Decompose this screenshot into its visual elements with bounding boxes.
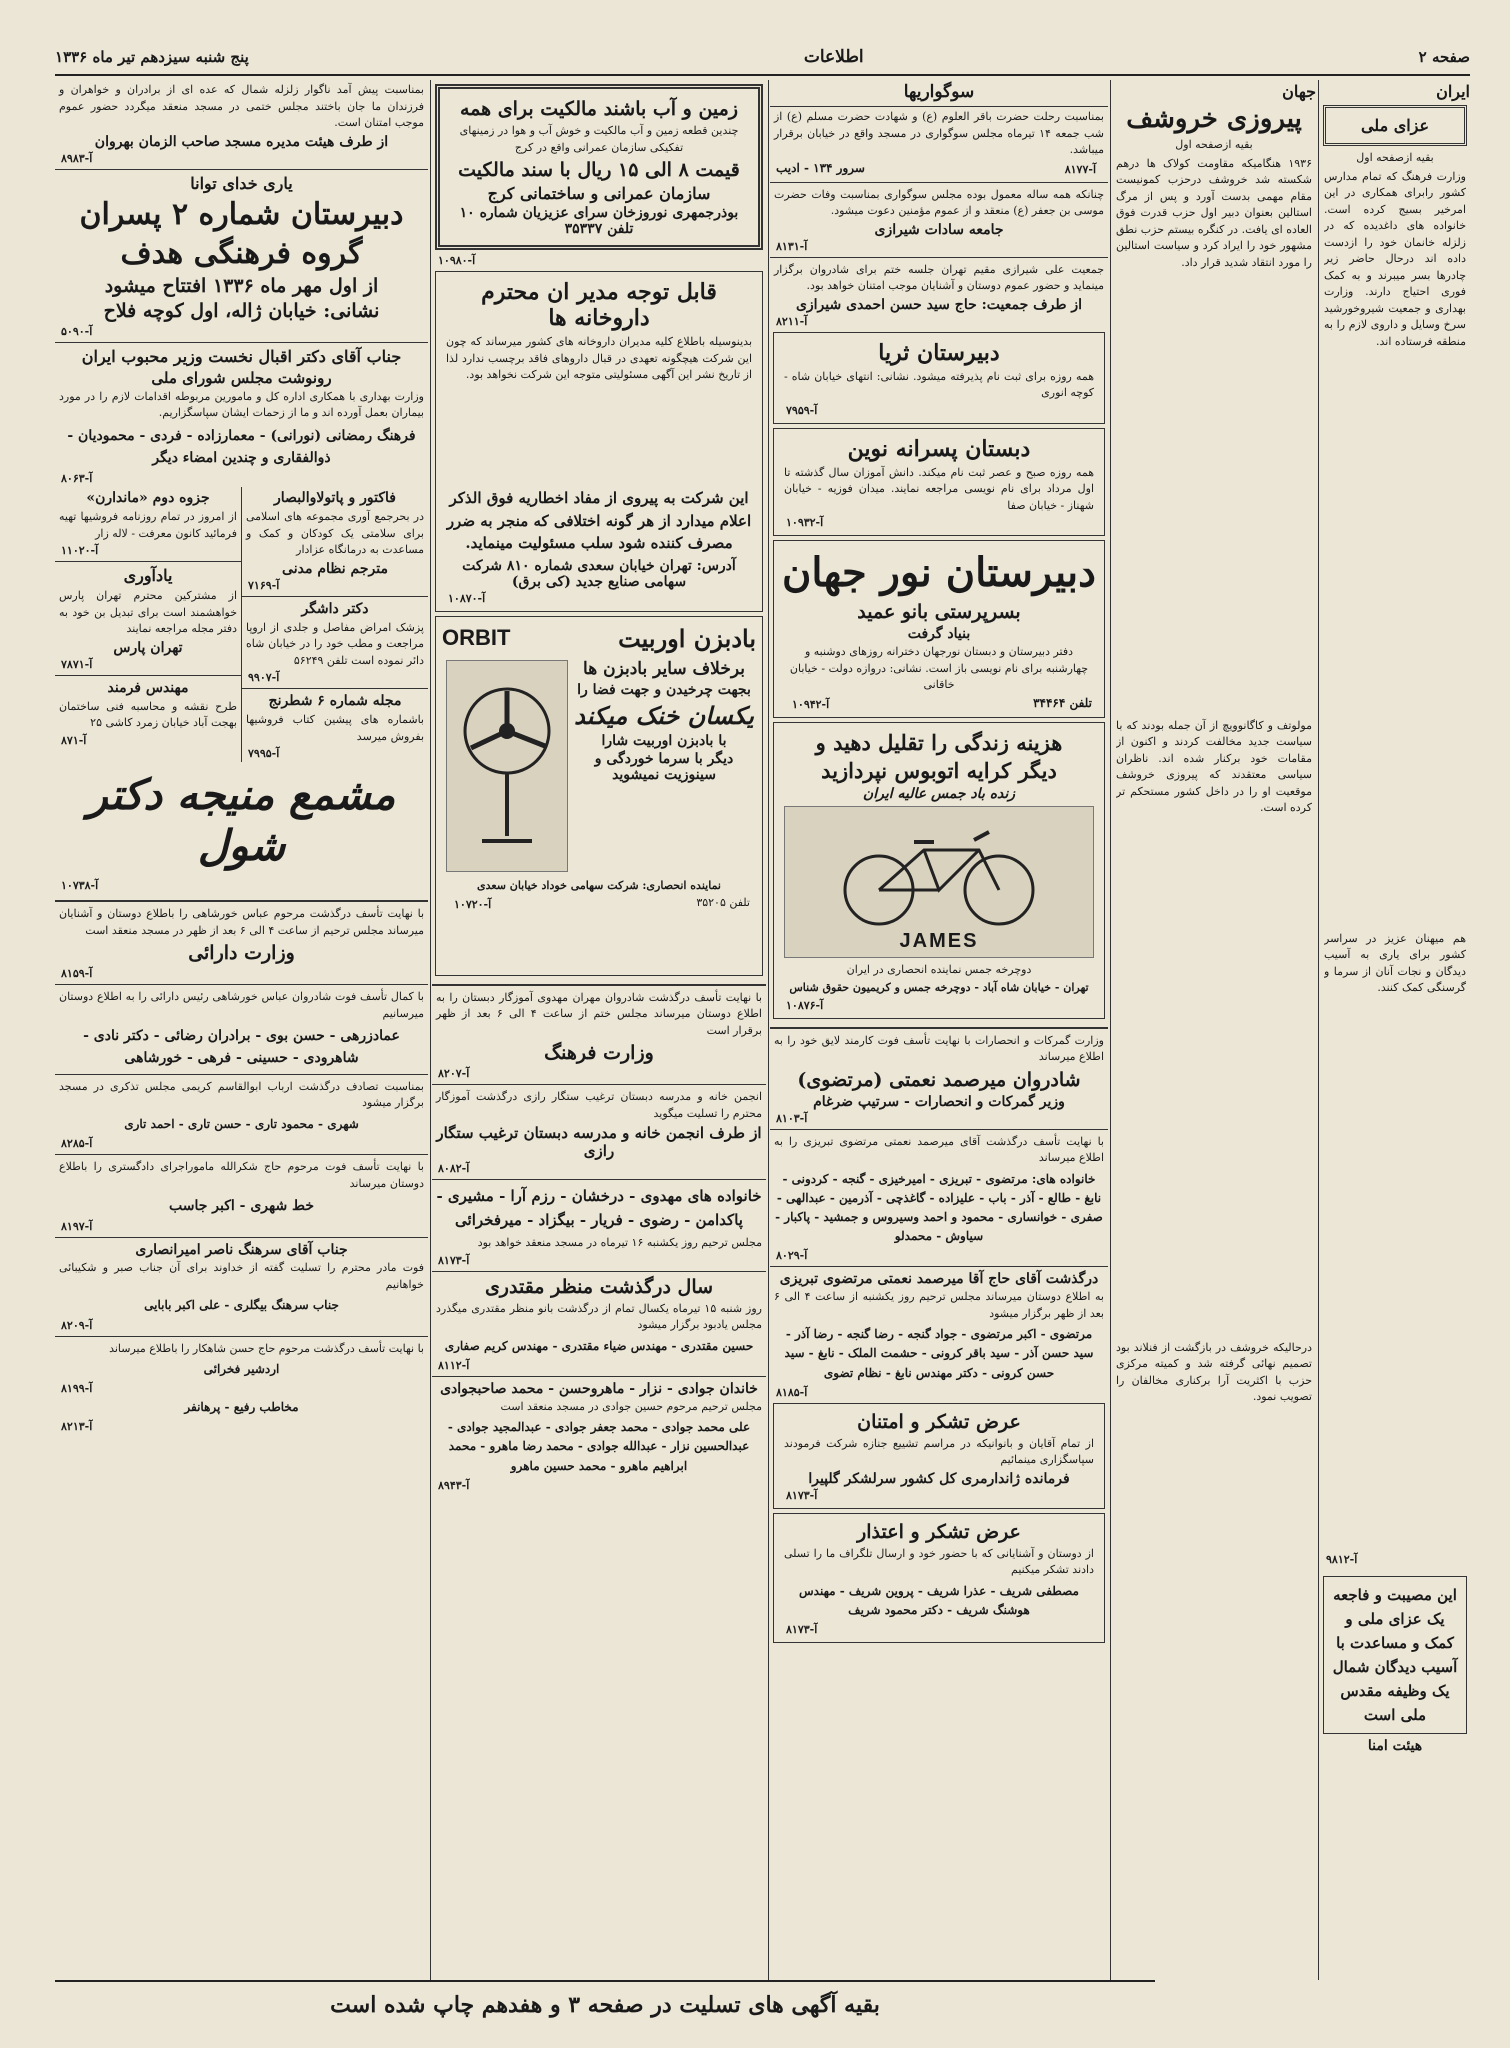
pm-thanks-sub: رونوشت مجلس شورای ملی — [151, 368, 332, 387]
divider — [55, 169, 428, 170]
yadavari-body: از مشترکین محترم تهران پارس خواهشمند است برای تبدیل بن خود به دفتر مجله مراجعه نمایند — [59, 589, 237, 636]
small-ads-left — [55, 487, 241, 762]
mahdavi-obit-ref: آ-۸۲۰۷ — [438, 1067, 470, 1080]
orbit-line-1: برخلاف سایر بادبزن ها — [583, 658, 745, 679]
world-paragraph-3: درحالیکه خروشف در بازگشت از فنلاند بود تصمیم نهائی گرفته شد و کمیته مرکزی حزب با اکثریت آرا برکناری مخالفان را تصویب نمود. — [1116, 1340, 1312, 1403]
mourning-notice-1-footer — [776, 161, 1102, 178]
noorjahan-body: دفتر دبیرستان و دبستان نورجهان دخترانه روزهای دوشنبه و چهارشنبه برای نام نویسی باز است. نشانی: دروازه دولت - خیابان خاقانی — [789, 645, 1089, 691]
school-assoc-sign: از طرف انجمن خانه و مدرسه دبستان ترغیب ستگار رازی — [436, 1124, 762, 1160]
divider — [55, 1237, 428, 1238]
tabrizi-families: خانواده های: مرتضوی - تبریزی - امیرخیزی - گنجه - کردونی - نابغ - طالع - آذر - باب - علیزاده - گاغذچی - آذرمین - عبدالهی - صفری - خوانساری - محمود و احمد وسیروس و جمشید - پاکبار - سیاوش - محمدلو — [775, 1171, 1103, 1244]
school-2-group: گروه فرهنگی هدف — [120, 235, 363, 271]
james-headline-1: هزینه زندگی را تقلیل دهید و — [815, 729, 1063, 755]
school-2-title: دبیرستان شماره ۲ پسران — [79, 196, 404, 232]
mourning-box-title: عزای ملی — [1360, 116, 1430, 135]
thanks-notice-1 — [773, 1403, 1105, 1509]
mourning-notice-1: بمناسبت رحلت حضرت باقر العلوم (ع) و شهادت حضرت مسلم (ع) از شب جمعه ۱۴ تیرماه مجلس سوگواری در مسجد واقع در خیابان برقرار میباشد. — [774, 110, 1105, 156]
thanks-1-text: از تمام آقایان و بانوانیکه در مراسم تشییع جنازه شرکت فرمودند سپاسگزاری مینمائیم — [784, 1436, 1094, 1467]
anniversary-names: حسین مقتدری - مهندس ضیاء مقتدری - مهندس کریم صفاری — [444, 1338, 754, 1353]
noorjahan-footer — [786, 696, 1092, 713]
iran-paragraph-2: هم میهنان عزیز در سراسر کشور برای یاری به آسیب دیدگان و نجات آنان از سرما و گرسنگی کمک کنند. — [1324, 931, 1466, 994]
noorjahan-title: دبیرستان نور جهان — [782, 549, 1096, 596]
doctor-body: پزشک امراض مفاصل و جلدی از اروپا مراجعت و مطب خود را در خیابان شاه دائر نموده است تلفن ۵۶۲۴۹ — [246, 620, 424, 667]
last-obit-names: مخاطب رفیع - پرهانفر — [184, 1400, 299, 1415]
world-continued-note: بقیه ازصفحه اول — [1175, 138, 1253, 151]
divider — [770, 182, 1108, 183]
soraya-body: همه روزه برای ثبت نام پذیرفته میشود. نشانی: انتهای خیابان شاه - کوچه انوری — [784, 369, 1094, 399]
families-text: مجلس ترحیم روز یکشنبه ۱۶ تیرماه در مسجد منعقد خواهد بود — [477, 1236, 762, 1249]
pharmacy-ref: آ-۱۰۸۷۰ — [448, 591, 486, 605]
ansari-ref: آ-۸۲۰۹ — [61, 1318, 93, 1332]
noorjahan-ref: آ-۱۰۹۴۲ — [792, 697, 830, 711]
issue-date: پنج شنبه سیزدهم تیر ماه ۱۳۳۶ — [55, 48, 249, 66]
shahkar-names: اردشیر فخرائی — [203, 1362, 280, 1377]
customs-obit-text: وزارت گمرکات و انحصارات با نهایت تأسف فوت کارمند لایق خود را به اطلاع میرساند — [774, 1033, 1104, 1063]
doctor-title: دکتر داشگر — [301, 600, 369, 617]
center-left-column — [432, 80, 766, 1990]
column-rule — [768, 80, 769, 1980]
soraya-ref: آ-۷۹۵۹ — [786, 403, 818, 417]
mourning-box — [1323, 105, 1467, 146]
fan-illustration — [446, 660, 568, 872]
anniversary-text: روز شنبه ۱۵ تیرماه یکسال تمام از درگذشت بانو منظر مقتدری میگذرد مجلس یادبود برگزار میشود — [436, 1301, 762, 1331]
james-brand: JAMES — [899, 930, 979, 952]
soraya-title: دبیرستان ثریا — [878, 339, 1000, 366]
land-org: سازمان عمرانی و ساختمانی کرج — [487, 184, 711, 203]
families-ref: آ-۸۱۷۳ — [438, 1253, 470, 1267]
pm-thanks-signers: فرهنگ رمضانی (نورانی) - معمارزاده - فردی - محمودیان - ذوالفقاری و چندین امضاء دیگر — [67, 427, 416, 466]
khorshahi-obit-text: با کمال تأسف فوت شادروان عباس خورشاهی رئیس دارائی را به اطلاع دوستان میرسانیم — [59, 990, 424, 1020]
shokrollah-obit-text: با نهایت تأسف فوت مرحوم حاج شکرالله ماموراجرای دادگستری را باطلاع دوستان میرساند — [59, 1160, 424, 1190]
faktor-body: در بحرجمع آوری مجموعه های اسلامی برای سلامتی یک کودکان و کمک و مساعدت به درمانگاه عزادار — [246, 510, 424, 557]
engineer-ref: آ-۸۷۱ — [61, 733, 87, 747]
soraya-school-ad — [773, 332, 1105, 424]
land-body: چندین قطعه زمین و آب مالکیت و خوش آب و هوا در زمینهای تفکیکی سازمان عمرانی واقع در کرج — [459, 124, 739, 154]
iran-ref: آ-۹۸۱۲ — [1326, 1552, 1358, 1566]
divider — [55, 1336, 428, 1337]
pharmacy-body: بدینوسیله باطلاع کلیه مدیران داروخانه های کشور میرساند که چون این شرکت هیچگونه تعهدی در قبال داروهای فاقد برچسب ندارد لذا از تاریخ نشر این آگهی مسئولیتی متوجه این شرکت نخواهد بود. — [446, 335, 752, 381]
divider — [55, 1074, 428, 1075]
mahdavi-obit-org: وزارت فرهنگ — [544, 1042, 654, 1064]
divider — [432, 984, 766, 986]
james-ref: آ-۱۰۸۷۶ — [786, 998, 824, 1012]
tabrizi-2-title: درگذشت آقای حاج آقا میرصمد نعمتی مرتضوی تبریزی — [779, 1271, 1099, 1288]
orbit-text-block — [572, 656, 756, 876]
shokrollah-ref: آ-۸۱۹۷ — [61, 1220, 93, 1234]
divider — [242, 688, 428, 689]
orbit-body — [442, 656, 756, 876]
divider — [770, 257, 1108, 258]
land-address: بوذرجمهری نوروزخان سرای عزیزیان شماره ۱۰ تلفن ۳۵۳۳۷ — [459, 205, 739, 237]
javadi-title: خاندان جوادی - نزار - ماهروحسن - محمد صاحبجوادی — [440, 1380, 758, 1397]
school-assoc-text: انجمن خانه و مدرسه دبستان ترغیب ستگار رازی درگذشت آموزگار محترم را تسلیت میگوید — [436, 1090, 762, 1120]
javadi-text: مجلس ترحیم مرحوم حسین جوادی در مسجد منعقد است — [500, 1399, 762, 1413]
bicycle-icon — [829, 810, 1049, 930]
bicycle-illustration — [784, 806, 1094, 958]
orbit-line-2: بجهت چرخیدن و جهت فضا را — [577, 681, 751, 698]
yadavari-sign: تهران پارس — [113, 639, 183, 656]
faktor-title: فاکتور و پاتولاوالبصار — [274, 490, 396, 507]
juz-body: از امروز در تمام روزنامه فروشیها تهیه فرمائید کانون معرفت - لاله زار — [59, 510, 237, 540]
novin-body: همه روزه صبح و عصر ثبت نام میکند. دانش آموزان سال گذشته تا اول مرداد برای نام نویسی مراجعه نمایند. میدان فوزیه - خیابان شهناز - خیابان صفا — [784, 465, 1094, 512]
karimi-ref: آ-۸۲۸۵ — [61, 1137, 93, 1151]
pharmacy-address: آدرس: تهران خیابان سعدی شماره ۸۱۰ شرکت سهامی صنایع جدید (کی برق) — [462, 557, 736, 590]
juz-ref: آ-۱۱۰۲۰ — [61, 544, 99, 558]
divider — [55, 984, 428, 985]
big-script-ref: آ-۱۰۷۳۸ — [61, 879, 99, 893]
ansari-names: جناب سرهنگ بیگلری - علی اکبر بابایی — [144, 1298, 339, 1313]
section-title-mourning: سوگواریها — [770, 80, 1108, 107]
world-column — [1112, 80, 1316, 1990]
mosque-condolence-sign: از طرف هیئت مدیره مسجد صاحب الزمان بهروان — [94, 133, 389, 150]
thanks-1-title: عرض تشکر و امتنان — [857, 1410, 1021, 1433]
magazine-body: باشماره های پیشین کتاب فروشیها بفروش میرسد — [246, 713, 424, 743]
noorjahan-sub: بسرپرستی بانو عمید — [857, 601, 1021, 623]
james-headline-2: دیگر کرایه اتوبوس نپردازید — [821, 757, 1057, 783]
thanks-2-text: از دوستان و آشنایانی که با حضور خود و ارسال تلگراف ما را تسلی دادند تشکر میکنیم — [784, 1546, 1094, 1577]
pharmacy-notice — [435, 271, 763, 612]
small-ads-grid — [55, 487, 428, 762]
thanks-2-title: عرض تشکر و اعتذار — [857, 1520, 1021, 1543]
pharmacy-title: قابل توجه مدیر ان محترم داروخانه ها — [481, 279, 717, 331]
thanks-1-ref: آ-۸۱۷۳ — [786, 1488, 818, 1502]
noorjahan-est: بنیاد گرفت — [907, 626, 971, 642]
school-2-ref: آ-۵۰۹۰ — [61, 324, 93, 338]
novin-ref: آ-۱۰۹۳۲ — [786, 516, 824, 529]
thanks-2-ref: آ-۸۱۷۳ — [786, 1623, 818, 1637]
orbit-footer — [448, 896, 750, 913]
finance-obit-org: وزارت دارائی — [188, 942, 295, 965]
divider — [55, 675, 241, 676]
mourning-sign-1: سرور ۱۳۴ - ادیب — [776, 160, 865, 175]
ansari-text: فوت مادر محترم را تسلیت گفته از خداوند برای آن جناب صبر و شکیبائی خواهانیم — [59, 1261, 424, 1291]
world-paragraph-1: ۱۹۳۶ هنگامیکه مقاومت کولاک ها درهم شکسته شد خروشف درحزب کمونیست مقام مهمی بدست آورد و پس از مرگ استالین بعنوان دبیر اول حزب قدرت فوق العاده ای یافت. در کنگره بیستم حزب نطق مشهور خود را ایراد کرد و سیاست استالین را مورد انتقاد شدید قرار داد. — [1116, 156, 1312, 269]
iran-column — [1320, 80, 1470, 1990]
customs-obit-org: وزیر گمرکات و انحصارات - سرتیپ ضرغام — [813, 1093, 1065, 1110]
engineer-title: مهندس فرمند — [107, 679, 189, 696]
national-mourning-text: این مصیبت و فاجعه یک عزای ملی و کمک و مساعدت با آسیب دیدگان شمال یک وظیفه مقدس ملی است — [1332, 1585, 1458, 1724]
column-rule — [1110, 80, 1111, 1980]
mourning-notice-3: جمعیت علی شیرازی مقیم تهران جلسه ختم برای شادروان برگزار مینماید و حضور عموم دوستان و آشنایان موجب امتنان خواهد بود. — [774, 262, 1104, 292]
mahdavi-obit-text: با نهایت تأسف درگذشت شادروان مهران مهدوی آموزگار دبستان را به اطلاع دوستان میرساند مجلس ختم از ساعت ۴ الی ۶ بعد از ظهر برقرار است — [436, 990, 762, 1037]
orbit-line-4: با بادبزن اوربیت شارا — [601, 732, 727, 749]
karimi-names: شهری - محمود تاری - حسن تاری - احمد تاری — [124, 1116, 359, 1131]
karimi-obit-text: بمناسبت تصادف درگذشت ارباب ابوالقاسم کریمی مجلس تذکری در مسجد برگزار میشود — [59, 1079, 424, 1110]
thanks-1-sign: فرمانده ژاندارمری کل کشور سرلشکر گلپیرا — [808, 1470, 1070, 1487]
thanks-2-names: مصطفی شریف - عذرا شریف - پروین شریف - مهندس هوشنگ شریف - دکتر محمود شریف — [799, 1583, 1079, 1617]
mourning-notice-2: چنانکه همه ساله معمول بوده مجلس سوگواری بمناسبت وفات حضرت موسی بن جعفر (ع) منعقد و از عموم مؤمنین دعوت میشود. — [774, 187, 1104, 217]
school-2-address: نشانی: خیابان ژاله، اول کوچه فلاح — [103, 299, 380, 322]
divider — [770, 1129, 1108, 1130]
tabrizi-obit-text: با نهایت تأسف درگذشت آقای میرصمد نعمتی مرتضوی تبریزی را به اطلاع میرساند — [774, 1134, 1104, 1164]
javadi-names: علی محمد جوادی - محمد جعفر جوادی - عبدالمجید جوادی - عبدالحسین نزار - عبدالله جوادی - محمد رضا ماهرو - محمد ابراهیم ماهرو - محمد حسین ماهرو — [447, 1420, 751, 1473]
land-ref: آ-۱۰۹۸۰ — [438, 254, 476, 267]
school-2-invocation: یاری خدای توانا — [190, 173, 293, 193]
doctor-ref: آ-۹۹۰۷ — [248, 671, 280, 685]
mourning-chair: از طرف جمعیت: حاج سید حسن احمدی شیرازی — [795, 296, 1083, 313]
big-script-ad: مشمع منیجه دکتر شول — [87, 770, 396, 870]
school-2-date: از اول مهر ماه ۱۳۳۶ افتتاح میشود — [104, 274, 379, 297]
orbit-header — [442, 621, 756, 656]
last-obit-ref: آ-۸۲۱۳ — [61, 1420, 93, 1434]
mourning-assoc: جامعه سادات شیرازی — [874, 221, 1004, 238]
tabrizi-ref: آ-۸۰۲۹ — [776, 1249, 808, 1263]
james-bicycle-ad — [773, 722, 1105, 1019]
page-number: صفحه ۲ — [1418, 48, 1470, 66]
divider — [55, 561, 241, 562]
divider — [242, 596, 428, 597]
divider — [432, 1271, 766, 1272]
orbit-line-5: دیگر با سرما خوردگی و سینوزیت نمیشوید — [594, 750, 734, 783]
thanks-notice-2 — [773, 1513, 1105, 1643]
finance-obit-ref: آ-۸۱۵۹ — [61, 967, 93, 981]
divider — [432, 1179, 766, 1180]
yadavari-title: یادآوری — [123, 566, 173, 586]
orbit-brand: ORBIT — [442, 625, 511, 650]
james-banner: زنده باد جمس عالیه ایران — [862, 785, 1016, 802]
noorjahan-school-ad — [773, 540, 1105, 718]
noorjahan-phone: تلفن ۳۴۴۶۴ — [1033, 695, 1092, 710]
shahkar-ref: آ-۸۱۹۹ — [61, 1382, 93, 1396]
pm-thanks-title: جناب آقای دکتر اقبال نخست وزیر محبوب ایران — [81, 346, 402, 366]
customs-obit-ref: آ-۸۱۰۳ — [776, 1111, 808, 1125]
yadavari-ref: آ-۷۸۷۱ — [61, 657, 93, 671]
magazine-ref: آ-۷۹۹۵ — [248, 747, 280, 761]
divider — [770, 1027, 1108, 1029]
anniversary-ref: آ-۸۱۱۲ — [438, 1358, 470, 1372]
divider — [432, 1376, 766, 1377]
faktor-ref: آ-۷۱۶۹ — [248, 578, 280, 592]
small-ads-right — [241, 487, 428, 762]
ansari-title: جناب آقای سرهنگ ناصر امیرانصاری — [135, 1242, 348, 1259]
iran-signature: هیئت امنا — [1367, 1737, 1423, 1754]
fan-icon — [457, 676, 557, 856]
column-rule — [1318, 80, 1319, 1980]
orbit-agent: نماینده انحصاری: شرکت سهامی خوداد خیابان سعدی — [477, 878, 721, 892]
page-header — [55, 40, 1470, 76]
mosque-condolence-text: بمناسبت پیش آمد ناگوار زلزله شمال که عده ای از برادران و خواهران و فرزندان ما جان باختند مجلس ختمی در مسجد منعقد میگردد حضور عموم موجب امتنان است. — [59, 83, 424, 129]
land-title: زمین و آب باشند مالکیت برای همه — [459, 98, 739, 120]
divider — [55, 1154, 428, 1155]
anniversary-title: سال درگذشت منظر مقتدری — [484, 1275, 714, 1298]
world-paragraph-2: مولوتف و کاگانوویچ از آن جمله بودند که با سیاست جدید مخالفت کردند و اکنون از مقامات خود برکنار شده اند. ناظران سیاسی معتقدند که پیروزی خروشف موقعیت او را در داخل کشور مستحکم تر کرده است. — [1116, 718, 1312, 814]
juz-title: جزوه دوم «ماندارن» — [86, 490, 210, 507]
mosque-condolence-ref: آ-۸۹۸۳ — [61, 151, 93, 165]
customs-obit-title: شادروان میرصمد نعمتی (مرتضوی) — [797, 1068, 1081, 1091]
tabrizi-2-text: به اطلاع دوستان میرساند مجلس ترحیم روز یکشنبه از ساعت ۴ الی ۶ بعد از ظهر برگزار میشود — [774, 1290, 1104, 1320]
shokrollah-names: خط شهری - اکبر جاسب — [168, 1198, 315, 1215]
james-caption: دوچرخه جمس نماینده انحصاری در ایران — [846, 962, 1032, 976]
mourning-ref-2: آ-۸۱۳۱ — [776, 239, 808, 253]
engineer-body: طرح نقشه و محاسبه فنی ساختمان بهجت آباد خیابان زمرد کاشی ۲۵ — [59, 699, 237, 730]
pm-thanks-ref: آ-۸۰۶۳ — [61, 472, 93, 486]
khorshahi-names: عمادزرهی - حسن بوی - برادران رضائی - دکتر نادی - شاهرودی - حسینی - فرهی - خورشاهی — [83, 1028, 400, 1067]
divider — [432, 1084, 766, 1085]
footer-text: بقیه آگهی های تسلیت در صفحه ۳ و هفدهم چاپ شده است — [330, 1992, 880, 2018]
tabrizi-2-names: مرتضوی - اکبر مرتضوی - جواد گنجه - رضا گنجه - رضا آذر - سید حسن آذر - سید باقر کرونی - حشمت الملک - نابغ - سید حسن کرونی - دکتر مهندس نابغ - نظام تضوی — [784, 1327, 1094, 1380]
national-mourning-notice — [1323, 1576, 1467, 1734]
families-list: خانواده های مهدوی - درخشان - رزم آرا - مشیری - پاکدامن - رضوی - فریار - بیگزاد - میرفخرائی — [436, 1187, 762, 1229]
section-title-world: جهان — [1282, 82, 1316, 101]
iran-continued-note: بقیه ازصفحه اول — [1356, 151, 1434, 164]
paper-name: اطلاعات — [803, 47, 864, 67]
finance-obit-text: با نهایت تأسف درگذشت مرحوم عباس خورشاهی را باطلاع دوستان و آشنایان میرساند مجلس ترحیم از ساعت ۴ الی ۶ بعد از ظهر در مسجد منعقد است — [59, 907, 425, 937]
land-highlight: قیمت ۸ الی ۱۵ ریال با سند مالکیت — [458, 159, 740, 181]
divider — [770, 1266, 1108, 1267]
shahkar-obit-text: با نهایت تأسف درگذشت مرحوم حاج حسن شاهکار را باطلاع میرساند — [109, 1341, 424, 1355]
novin-title: دبستان پسرانه نوین — [847, 435, 1031, 462]
divider — [55, 900, 428, 902]
mourning-ref-3: آ-۸۲۱۱ — [776, 314, 808, 328]
iran-paragraph-1: وزارت فرهنگ که تمام مدارس کشور رابرای همکاری در این امرخیر بسیج کرده است. خانواده های داغدیده که در زلزله خانمان خود را ازدست داده اند درحال حاضر زیر چادرها بسر میبرند و به کمک فوری احتیاج دارند. وزارت بهداری و جمعیت شیروخورشید سرخ وسایل و داروی لازم را به منطقه فرستاده اند. — [1324, 169, 1466, 929]
center-right-column — [770, 80, 1108, 1990]
orbit-ref: آ-۱۰۷۲۰ — [454, 898, 492, 911]
novin-school-ad — [773, 428, 1105, 537]
magazine-title: مجله شماره ۶ شطرنج — [268, 693, 402, 710]
orbit-fan-ad — [435, 616, 763, 976]
left-column — [55, 80, 428, 1990]
column-rule — [430, 80, 431, 1980]
pharmacy-bold: این شرکت به پیروی از مفاد اخطاریه فوق الذکر اعلام میدارد از هر گونه اختلافی که منجر به ضرر مصرف کننده شود سلب مسئولیت مینماید. — [446, 489, 752, 552]
divider — [55, 342, 428, 343]
footer-banner — [55, 1980, 1155, 2028]
land-sale-ad — [435, 84, 763, 250]
javadi-ref: آ-۸۹۴۳ — [438, 1478, 470, 1492]
orbit-logo-text: بادبزن اوربیت — [618, 623, 756, 653]
faktor-translator: مترجم نظام مدنی — [282, 560, 388, 577]
james-footer: تهران - خیابان شاه آباد - دوچرخه جمس و کریمیون حقوق شناس — [789, 981, 1089, 994]
pm-thanks-body: وزارت بهداری با همکاری اداره کل و مامورین مربوطه اقدامات لازم را در مورد بیماران بعمل آورده اند و ما از زحمات ایشان سپاسگزاریم. — [59, 389, 424, 419]
section-title-iran: ایران — [1436, 82, 1470, 101]
school-assoc-ref: آ-۸۰۸۲ — [438, 1162, 470, 1175]
tabrizi-2-ref: آ-۸۱۸۵ — [776, 1385, 808, 1399]
orbit-line-3: یکسان خنک میکند — [574, 700, 754, 730]
orbit-phone: تلفن ۳۵۲۰۵ — [696, 896, 750, 909]
mourning-ref-1: آ-۸۱۷۷ — [1064, 162, 1096, 176]
world-headline: پیروزی خروشف — [1126, 104, 1302, 134]
